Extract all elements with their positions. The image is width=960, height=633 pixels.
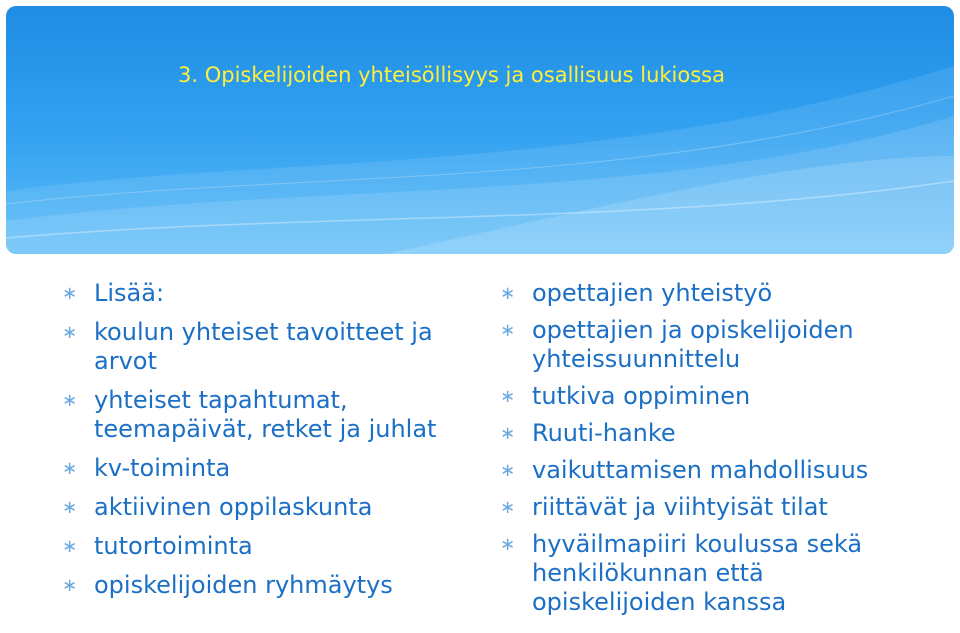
title-banner xyxy=(6,6,954,254)
asterisk-bullet-icon: ∗ xyxy=(500,320,516,341)
list-item: ∗ aktiivinen oppilaskunta xyxy=(62,493,373,521)
list-item: ∗ vaikuttamisen mahdollisuus xyxy=(500,456,869,484)
banner-wave-decoration xyxy=(6,6,954,254)
page-title: 3. Opiskelijoiden yhteisöllisyys ja osallisuus lukiossa xyxy=(178,63,725,87)
list-item: ∗ opettajien ja opiskelijoiden yhteissuunnittelu xyxy=(500,316,854,373)
asterisk-bullet-icon: ∗ xyxy=(62,575,78,596)
asterisk-bullet-icon: ∗ xyxy=(62,390,78,411)
asterisk-bullet-icon: ∗ xyxy=(500,386,516,407)
asterisk-bullet-icon: ∗ xyxy=(500,460,516,481)
list-item: ∗ tutkiva oppiminen xyxy=(500,382,751,410)
asterisk-bullet-icon: ∗ xyxy=(62,322,78,343)
asterisk-bullet-icon: ∗ xyxy=(62,458,78,479)
asterisk-bullet-icon: ∗ xyxy=(62,497,78,518)
list-item: ∗ opiskelijoiden ryhmäytys xyxy=(62,571,393,599)
list-item: ∗ opettajien yhteistyö xyxy=(500,279,773,307)
left-bullet-list xyxy=(62,279,472,610)
list-item: ∗ kv-toiminta xyxy=(62,454,231,482)
asterisk-bullet-icon: ∗ xyxy=(500,534,516,555)
asterisk-bullet-icon: ∗ xyxy=(500,497,516,518)
list-item: ∗ riittävät ja viihtyisät tilat xyxy=(500,493,828,521)
list-item: ∗ Ruuti-hanke xyxy=(500,419,676,447)
list-item: ∗ hyväilmapiiri koulussa sekä henkilökunnan että opiskelijoiden kanssa xyxy=(500,530,863,616)
asterisk-bullet-icon: ∗ xyxy=(500,283,516,304)
asterisk-bullet-icon: ∗ xyxy=(62,536,78,557)
right-bullet-list xyxy=(500,279,930,625)
list-item: ∗ yhteiset tapahtumat, teemapäivät, retket ja juhlat xyxy=(62,386,437,443)
asterisk-bullet-icon: ∗ xyxy=(62,283,78,304)
asterisk-bullet-icon: ∗ xyxy=(500,423,516,444)
list-item: ∗ tutortoiminta xyxy=(62,532,253,560)
list-item: ∗ koulun yhteiset tavoitteet ja arvot xyxy=(62,318,433,375)
list-item: ∗ Lisää: xyxy=(62,279,165,307)
